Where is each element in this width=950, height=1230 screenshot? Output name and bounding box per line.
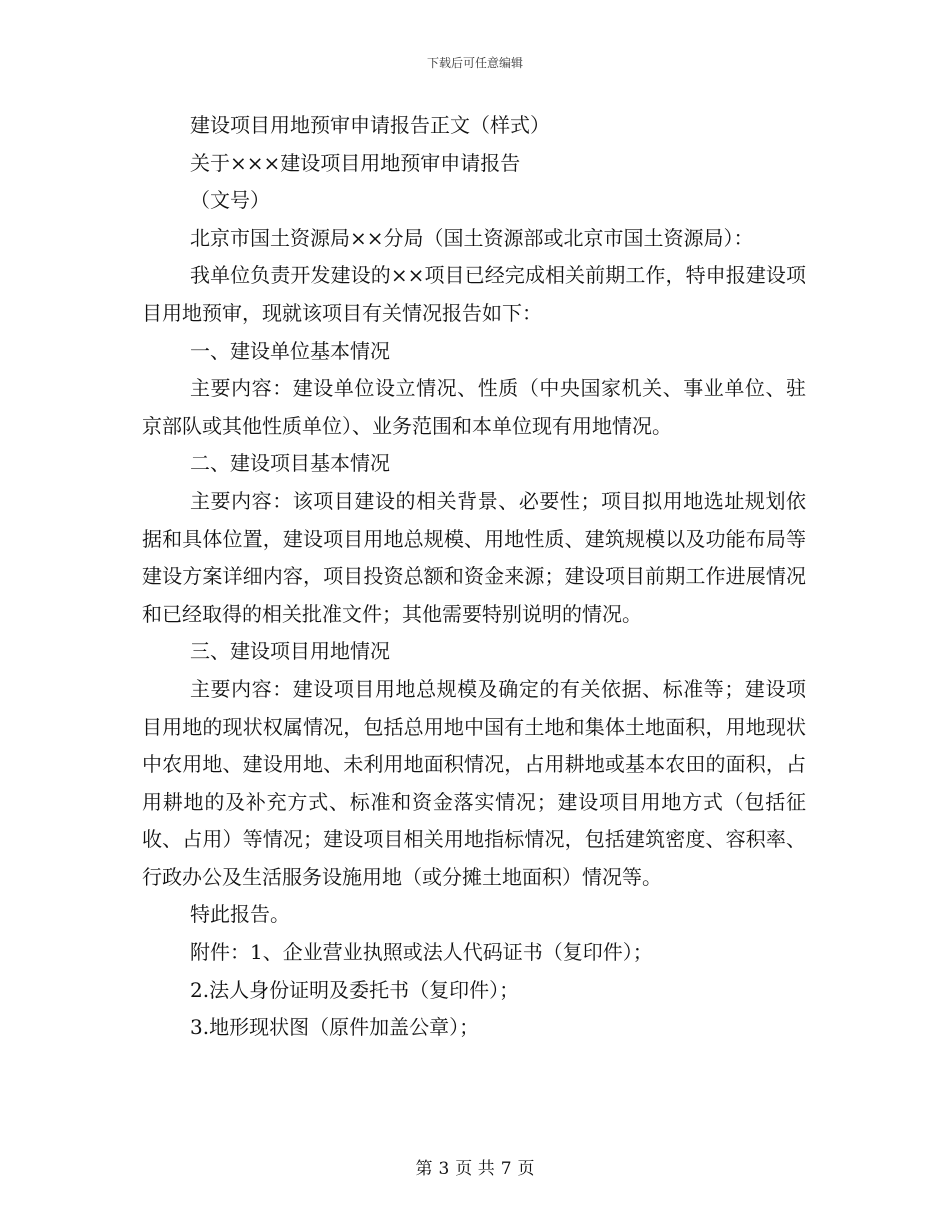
attachment-item-1: 附件：1、企业营业执照或法人代码证书（复印件）； — [190, 940, 653, 965]
footer-prefix: 第 — [415, 1159, 433, 1179]
document-body — [142, 107, 806, 1047]
page-header: 下载后可任意编辑 — [426, 56, 523, 70]
attachment-item-2: 2.法人身份证明及委托书（复印件）； — [190, 977, 520, 1002]
section-heading-3: 三、建设项目用地情况 — [190, 639, 390, 664]
section-heading-2: 二、建设项目基本情况 — [190, 451, 390, 476]
section-body-1: 主要内容：建设单位设立情况、性质（中央国家机关、事业单位、驻京部队或其他性质单位）、业务范围和本单位现有用地情况。 — [142, 376, 806, 438]
closing-line: 特此报告。 — [190, 902, 290, 927]
section-body-2: 主要内容：该项目建设的相关背景、必要性；项目拟用地选址规划依据和具体位置，建设项目用地总规模、用地性质、建筑规模以及功能布局等建设方案详细内容，项目投资总额和资金来源；建设项目前期工作进展情况和已经取得的相关批准文件；其他需要特别说明的情况。 — [142, 488, 806, 626]
page-footer — [0, 1154, 950, 1179]
doc-subject: 关于×××建设项目用地预审申请报告 — [190, 150, 521, 175]
attachment-item-3: 3.地形现状图（原件加盖公章）； — [190, 1015, 480, 1040]
section-body-3: 主要内容：建设项目用地总规模及确定的有关依据、标准等；建设项目用地的现状权属情况，包括总用地中国有土地和集体土地面积，用地现状中农用地、建设用地、未利用地面积情况，占用耕地或基本农田的面积，占用耕地的及补充方式、标准和资金落实情况；建设项目用地方式（包括征收、占用）等情况；建设项目相关用地指标情况，包括建筑密度、容积率、行政办公及生活服务设施用地（或分摊土地面积）情况等。 — [142, 676, 806, 889]
footer-page-number: 3 — [438, 1159, 450, 1179]
footer-suffix: 页 — [517, 1159, 535, 1179]
doc-number: （文号） — [190, 188, 270, 213]
footer-total-pages: 7 — [500, 1159, 512, 1179]
doc-title: 建设项目用地预审申请报告正文（样式） — [190, 113, 550, 137]
doc-intro-paragraph: 我单位负责开发建设的××项目已经完成相关前期工作，特申报建设项目用地预审，现就该项目有关情况报告如下： — [142, 263, 806, 325]
footer-middle: 页 共 — [455, 1159, 495, 1179]
section-heading-1: 一、建设单位基本情况 — [190, 338, 390, 363]
doc-addressee: 北京市国土资源局××分局（国土资源部或北京市国土资源局）： — [190, 225, 754, 250]
